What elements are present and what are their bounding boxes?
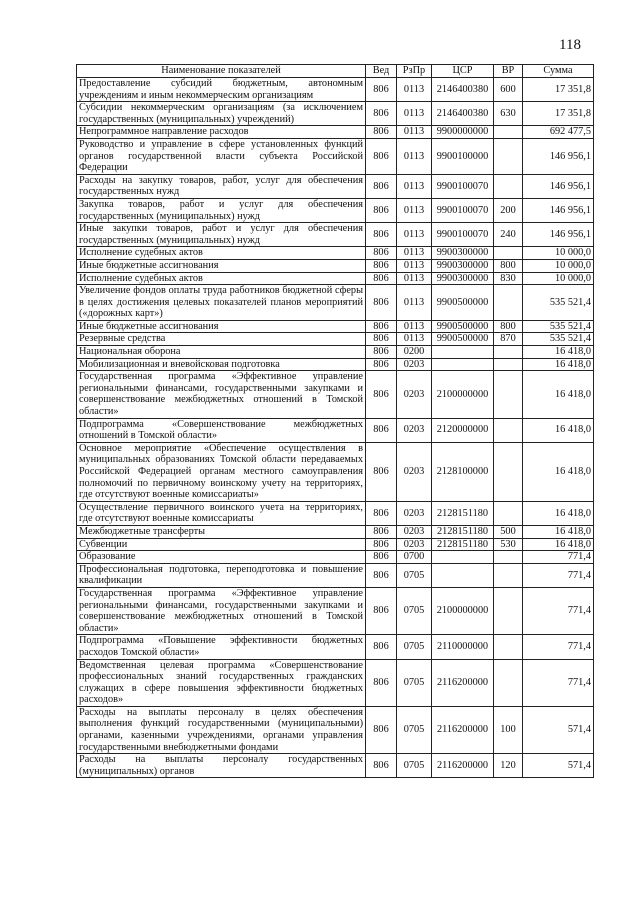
- cell-sum: 16 418,0: [523, 538, 594, 551]
- cell-rzpr: 0113: [397, 333, 432, 346]
- cell-ved: 806: [366, 102, 397, 126]
- cell-ved: 806: [366, 358, 397, 371]
- cell-ved: 806: [366, 198, 397, 222]
- cell-vr: [494, 501, 523, 525]
- table-row: [77, 138, 594, 174]
- cell-rzpr: 0113: [397, 285, 432, 321]
- cell-vr: [494, 247, 523, 260]
- cell-ved: 806: [366, 285, 397, 321]
- table-row: [77, 358, 594, 371]
- cell-name: Исполнение судебных актов: [77, 272, 366, 285]
- cell-sum: 571,4: [523, 754, 594, 778]
- cell-ved: 806: [366, 659, 397, 706]
- cell-rzpr: 0113: [397, 102, 432, 126]
- cell-sum: 16 418,0: [523, 418, 594, 442]
- cell-ved: 806: [366, 346, 397, 359]
- cell-name: Расходы на закупку товаров, работ, услуг для обеспечения государственных нужд: [77, 174, 366, 198]
- cell-name: Государственная программа «Эффективное управление региональными финансами, государственными закупками и совершенствование межбюджетных отношений в Томской области»: [77, 587, 366, 634]
- cell-ved: 806: [366, 247, 397, 260]
- cell-vr: 800: [494, 320, 523, 333]
- cell-csr: 9900000000: [432, 126, 494, 139]
- cell-vr: 100: [494, 706, 523, 753]
- cell-name: Исполнение судебных актов: [77, 247, 366, 260]
- cell-vr: 600: [494, 78, 523, 102]
- table-row: [77, 371, 594, 418]
- cell-sum: 146 956,1: [523, 198, 594, 222]
- cell-vr: [494, 418, 523, 442]
- cell-csr: 2120000000: [432, 418, 494, 442]
- table-row: [77, 223, 594, 247]
- cell-rzpr: 0113: [397, 272, 432, 285]
- cell-rzpr: 0113: [397, 78, 432, 102]
- cell-vr: 240: [494, 223, 523, 247]
- cell-csr: 9900500000: [432, 285, 494, 321]
- cell-csr: 2146400380: [432, 102, 494, 126]
- header-name: Наименование показателей: [77, 65, 366, 78]
- cell-ved: 806: [366, 78, 397, 102]
- cell-rzpr: 0203: [397, 525, 432, 538]
- cell-rzpr: 0113: [397, 320, 432, 333]
- cell-vr: 800: [494, 259, 523, 272]
- cell-vr: [494, 346, 523, 359]
- cell-csr: 2110000000: [432, 635, 494, 659]
- table-row: [77, 126, 594, 139]
- table-row: [77, 285, 594, 321]
- cell-rzpr: 0203: [397, 442, 432, 501]
- cell-sum: 16 418,0: [523, 346, 594, 359]
- cell-csr: 2128151180: [432, 525, 494, 538]
- cell-sum: 535 521,4: [523, 320, 594, 333]
- cell-name: Национальная оборона: [77, 346, 366, 359]
- cell-vr: [494, 138, 523, 174]
- cell-rzpr: 0203: [397, 371, 432, 418]
- cell-csr: 9900500000: [432, 333, 494, 346]
- cell-ved: 806: [366, 320, 397, 333]
- cell-csr: 9900100000: [432, 138, 494, 174]
- cell-rzpr: 0705: [397, 754, 432, 778]
- cell-name: Субвенции: [77, 538, 366, 551]
- cell-name: Увеличение фондов оплаты труда работников бюджетной сферы в целях достижения целевых показателей планов мероприятий («дорожных карт»): [77, 285, 366, 321]
- cell-name: Иные бюджетные ассигнования: [77, 320, 366, 333]
- cell-csr: 9900300000: [432, 272, 494, 285]
- table-row: [77, 346, 594, 359]
- cell-sum: 17 351,8: [523, 102, 594, 126]
- cell-csr: 2128151180: [432, 501, 494, 525]
- cell-vr: [494, 371, 523, 418]
- cell-name: Мобилизационная и вневойсковая подготовка: [77, 358, 366, 371]
- cell-rzpr: 0705: [397, 706, 432, 753]
- cell-rzpr: 0705: [397, 659, 432, 706]
- cell-vr: [494, 358, 523, 371]
- table-row: [77, 198, 594, 222]
- table-row: [77, 259, 594, 272]
- cell-sum: 146 956,1: [523, 223, 594, 247]
- cell-csr: 2128151180: [432, 538, 494, 551]
- cell-vr: 530: [494, 538, 523, 551]
- cell-rzpr: 0200: [397, 346, 432, 359]
- cell-name: Расходы на выплаты персоналу в целях обеспечения выполнения функций государственными (муниципальными) органами, казенными учреждениями, органами управления государственными внебюджетными фондами: [77, 706, 366, 753]
- cell-csr: 2100000000: [432, 371, 494, 418]
- cell-vr: [494, 126, 523, 139]
- cell-name: Государственная программа «Эффективное управление региональными финансами, государственными закупками и совершенствование межбюджетных отношений в Томской области»: [77, 371, 366, 418]
- cell-sum: 10 000,0: [523, 272, 594, 285]
- cell-csr: 2146400380: [432, 78, 494, 102]
- cell-ved: 806: [366, 551, 397, 564]
- cell-rzpr: 0113: [397, 198, 432, 222]
- cell-vr: [494, 659, 523, 706]
- cell-csr: [432, 563, 494, 587]
- table-row: [77, 442, 594, 501]
- cell-ved: 806: [366, 538, 397, 551]
- cell-name: Профессиональная подготовка, переподготовка и повышение квалификации: [77, 563, 366, 587]
- cell-vr: 830: [494, 272, 523, 285]
- cell-ved: 806: [366, 754, 397, 778]
- cell-csr: 2116200000: [432, 659, 494, 706]
- cell-sum: 771,4: [523, 659, 594, 706]
- cell-csr: 9900300000: [432, 247, 494, 260]
- cell-sum: 771,4: [523, 587, 594, 634]
- cell-ved: 806: [366, 501, 397, 525]
- cell-ved: 806: [366, 333, 397, 346]
- cell-sum: 16 418,0: [523, 358, 594, 371]
- cell-rzpr: 0203: [397, 418, 432, 442]
- cell-sum: 146 956,1: [523, 138, 594, 174]
- cell-rzpr: 0203: [397, 538, 432, 551]
- cell-rzpr: 0705: [397, 587, 432, 634]
- cell-vr: [494, 285, 523, 321]
- cell-ved: 806: [366, 259, 397, 272]
- cell-sum: 535 521,4: [523, 285, 594, 321]
- cell-sum: 771,4: [523, 635, 594, 659]
- cell-ved: 806: [366, 223, 397, 247]
- cell-rzpr: 0203: [397, 501, 432, 525]
- table-row: [77, 174, 594, 198]
- table-row: [77, 272, 594, 285]
- header-sum: Сумма: [523, 65, 594, 78]
- table-row: [77, 563, 594, 587]
- cell-vr: 500: [494, 525, 523, 538]
- cell-rzpr: 0203: [397, 358, 432, 371]
- table-row: [77, 587, 594, 634]
- header-rzpr: РзПр: [397, 65, 432, 78]
- cell-ved: 806: [366, 587, 397, 634]
- table-row: [77, 78, 594, 102]
- cell-rzpr: 0113: [397, 247, 432, 260]
- cell-csr: [432, 551, 494, 564]
- cell-rzpr: 0113: [397, 259, 432, 272]
- cell-sum: 10 000,0: [523, 247, 594, 260]
- cell-name: Руководство и управление в сфере установленных функций органов государственной власти субъекта Российской Федерации: [77, 138, 366, 174]
- cell-csr: 9900500000: [432, 320, 494, 333]
- table-header-row: [77, 65, 594, 78]
- budget-table: [76, 64, 594, 778]
- table-row: [77, 247, 594, 260]
- cell-vr: [494, 635, 523, 659]
- cell-sum: 16 418,0: [523, 371, 594, 418]
- cell-sum: 16 418,0: [523, 525, 594, 538]
- cell-ved: 806: [366, 418, 397, 442]
- cell-sum: 10 000,0: [523, 259, 594, 272]
- cell-ved: 806: [366, 174, 397, 198]
- cell-name: Осуществление первичного воинского учета на территориях, где отсутствуют военные комиссариаты: [77, 501, 366, 525]
- cell-name: Образование: [77, 551, 366, 564]
- cell-rzpr: 0705: [397, 635, 432, 659]
- cell-ved: 806: [366, 272, 397, 285]
- cell-name: Подпрограмма «Повышение эффективности бюджетных расходов Томской области»: [77, 635, 366, 659]
- cell-name: Резервные средства: [77, 333, 366, 346]
- table-row: [77, 320, 594, 333]
- cell-name: Подпрограмма «Совершенствование межбюджетных отношений в Томской области»: [77, 418, 366, 442]
- cell-vr: [494, 442, 523, 501]
- cell-name: Непрограммное направление расходов: [77, 126, 366, 139]
- cell-sum: 535 521,4: [523, 333, 594, 346]
- page-number: 118: [559, 37, 581, 53]
- cell-csr: 2116200000: [432, 754, 494, 778]
- cell-name: Межбюджетные трансферты: [77, 525, 366, 538]
- cell-name: Субсидии некоммерческим организациям (за исключением государственных (муниципальных) учреждений): [77, 102, 366, 126]
- cell-ved: 806: [366, 525, 397, 538]
- table-row: [77, 706, 594, 753]
- cell-sum: 771,4: [523, 563, 594, 587]
- cell-csr: 2116200000: [432, 706, 494, 753]
- table-row: [77, 754, 594, 778]
- header-csr: ЦСР: [432, 65, 494, 78]
- cell-rzpr: 0705: [397, 563, 432, 587]
- table-row: [77, 635, 594, 659]
- cell-ved: 806: [366, 371, 397, 418]
- cell-csr: 2100000000: [432, 587, 494, 634]
- cell-vr: 200: [494, 198, 523, 222]
- cell-name: Иные закупки товаров, работ и услуг для обеспечения государственных (муниципальных) нужд: [77, 223, 366, 247]
- header-vr: ВР: [494, 65, 523, 78]
- cell-rzpr: 0113: [397, 223, 432, 247]
- cell-vr: 630: [494, 102, 523, 126]
- cell-rzpr: 0700: [397, 551, 432, 564]
- cell-vr: [494, 551, 523, 564]
- table-row: [77, 659, 594, 706]
- cell-name: Иные бюджетные ассигнования: [77, 259, 366, 272]
- cell-rzpr: 0113: [397, 126, 432, 139]
- cell-csr: [432, 346, 494, 359]
- table-row: [77, 102, 594, 126]
- cell-csr: 9900100070: [432, 174, 494, 198]
- cell-csr: 9900300000: [432, 259, 494, 272]
- cell-sum: 771,4: [523, 551, 594, 564]
- cell-name: Ведомственная целевая программа «Совершенствование профессиональных знаний государственных гражданских служащих в сфере повышения эффективности бюджетных расходов»: [77, 659, 366, 706]
- table-row: [77, 501, 594, 525]
- cell-csr: 2128100000: [432, 442, 494, 501]
- header-ved: Вед: [366, 65, 397, 78]
- cell-vr: [494, 563, 523, 587]
- cell-ved: 806: [366, 635, 397, 659]
- cell-name: Расходы на выплаты персоналу государственных (муниципальных) органов: [77, 754, 366, 778]
- table-row: [77, 525, 594, 538]
- table-row: [77, 551, 594, 564]
- table-row: [77, 538, 594, 551]
- cell-csr: 9900100070: [432, 198, 494, 222]
- cell-sum: 692 477,5: [523, 126, 594, 139]
- cell-ved: 806: [366, 138, 397, 174]
- cell-sum: 16 418,0: [523, 501, 594, 525]
- cell-rzpr: 0113: [397, 138, 432, 174]
- cell-ved: 806: [366, 126, 397, 139]
- cell-vr: [494, 587, 523, 634]
- cell-vr: 120: [494, 754, 523, 778]
- cell-sum: 571,4: [523, 706, 594, 753]
- cell-csr: 9900100070: [432, 223, 494, 247]
- cell-sum: 146 956,1: [523, 174, 594, 198]
- cell-ved: 806: [366, 706, 397, 753]
- cell-csr: [432, 358, 494, 371]
- table-body: [77, 78, 594, 778]
- cell-ved: 806: [366, 563, 397, 587]
- table-row: [77, 333, 594, 346]
- cell-vr: [494, 174, 523, 198]
- cell-rzpr: 0113: [397, 174, 432, 198]
- table-row: [77, 418, 594, 442]
- cell-ved: 806: [366, 442, 397, 501]
- cell-name: Предоставление субсидий бюджетным, автономным учреждениям и иным некоммерческим организациям: [77, 78, 366, 102]
- cell-vr: 870: [494, 333, 523, 346]
- cell-name: Закупка товаров, работ и услуг для обеспечения государственных (муниципальных) нужд: [77, 198, 366, 222]
- cell-name: Основное мероприятие «Обеспечение осуществления в муниципальных образованиях Томской области передаваемых Российской Федерацией органам местного самоуправления полномочий по первичному воинскому учету на территориях, где отсутствуют военные комиссариаты»: [77, 442, 366, 501]
- cell-sum: 17 351,8: [523, 78, 594, 102]
- cell-sum: 16 418,0: [523, 442, 594, 501]
